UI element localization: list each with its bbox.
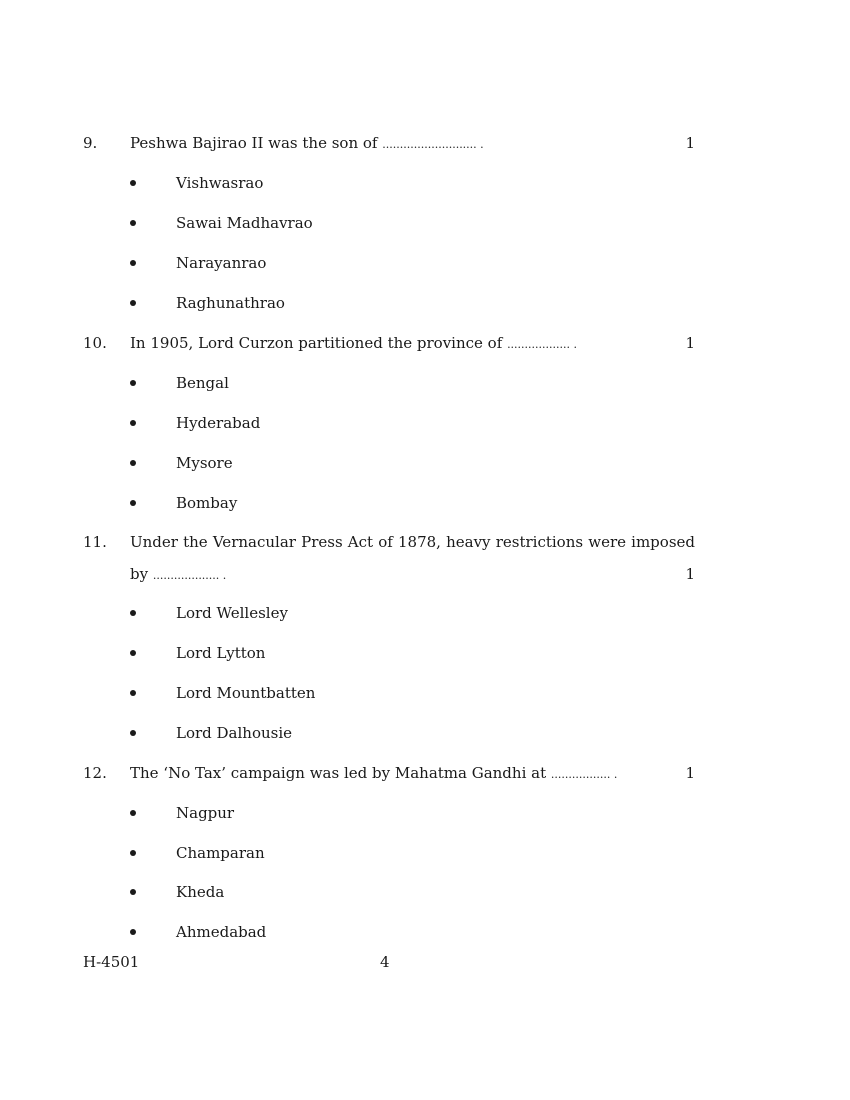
option-label: Ahmedabad (176, 923, 267, 941)
bullet-icon (130, 420, 136, 426)
bullet-icon (130, 850, 136, 856)
bullet-icon (130, 889, 136, 895)
bullet-icon (130, 180, 136, 186)
answer-blank: ........................... . (382, 138, 484, 151)
answer-blank: ................. . (550, 768, 618, 781)
option-label: Lord Dalhousie (176, 724, 293, 742)
bullet-icon (130, 650, 136, 656)
option-label: Mysore (176, 454, 233, 472)
option-label: Hyderabad (176, 414, 261, 432)
bullet-icon (130, 690, 136, 696)
bullet-icon (130, 260, 136, 266)
option-item (130, 801, 530, 825)
option-item (130, 491, 530, 515)
option-label: Raghunathrao (176, 294, 285, 312)
answer-blank: ................... . (152, 569, 227, 582)
bullet-icon (130, 929, 136, 935)
bullet-icon (130, 610, 136, 616)
option-label: Narayanrao (176, 254, 267, 272)
option-item (130, 371, 530, 395)
question-11-continued (83, 562, 695, 586)
bullet-icon (130, 730, 136, 736)
option-item (130, 211, 530, 235)
option-label: Nagpur (176, 804, 235, 822)
answer-blank: .................. . (507, 338, 577, 351)
option-label: Kheda (176, 883, 225, 901)
option-item (130, 171, 530, 195)
question-marks: 1 (685, 134, 695, 152)
option-label: Bombay (176, 494, 238, 512)
option-label: Sawai Madhavrao (176, 214, 313, 232)
option-item (130, 641, 530, 665)
bullet-icon (130, 810, 136, 816)
option-item (130, 411, 530, 435)
bullet-icon (130, 500, 136, 506)
question-9 (83, 131, 695, 155)
question-number: 12. (83, 764, 107, 782)
question-marks: 1 (685, 334, 695, 352)
question-12 (83, 761, 695, 785)
question-text: The ‘No Tax’ campaign was led by Mahatma Gandhi at ................. . (130, 764, 618, 782)
option-label: Lord Lytton (176, 644, 266, 662)
option-item (130, 251, 530, 275)
option-item (130, 601, 530, 625)
option-item (130, 841, 530, 865)
question-11 (83, 530, 695, 554)
question-number: 9. (83, 134, 98, 152)
question-number: 11. (83, 533, 107, 551)
question-number: 10. (83, 334, 107, 352)
question-text: Peshwa Bajirao II was the son of ........................... . (130, 134, 484, 152)
option-label: Champaran (176, 844, 265, 862)
bullet-icon (130, 380, 136, 386)
question-marks: 1 (685, 565, 695, 583)
option-item (130, 721, 530, 745)
question-text-line-1: Under the Vernacular Press Act of 1878, heavy restrictions were imposed (130, 533, 695, 551)
bullet-icon (130, 220, 136, 226)
footer-page-number: 4 (380, 953, 390, 971)
question-marks: 1 (685, 764, 695, 782)
option-label: Vishwasrao (176, 174, 264, 192)
question-text: In 1905, Lord Curzon partitioned the province of .................. . (130, 334, 577, 352)
bullet-icon (130, 460, 136, 466)
question-text-line-2: by ................... . (130, 565, 227, 583)
option-item (130, 451, 530, 475)
bullet-icon (130, 300, 136, 306)
option-label: Bengal (176, 374, 229, 392)
footer-code: H-4501 (83, 953, 140, 971)
option-label: Lord Mountbatten (176, 684, 316, 702)
option-item (130, 880, 530, 904)
option-item (130, 920, 530, 944)
option-label: Lord Wellesley (176, 604, 288, 622)
option-item (130, 681, 530, 705)
option-item (130, 291, 530, 315)
question-10 (83, 331, 695, 355)
